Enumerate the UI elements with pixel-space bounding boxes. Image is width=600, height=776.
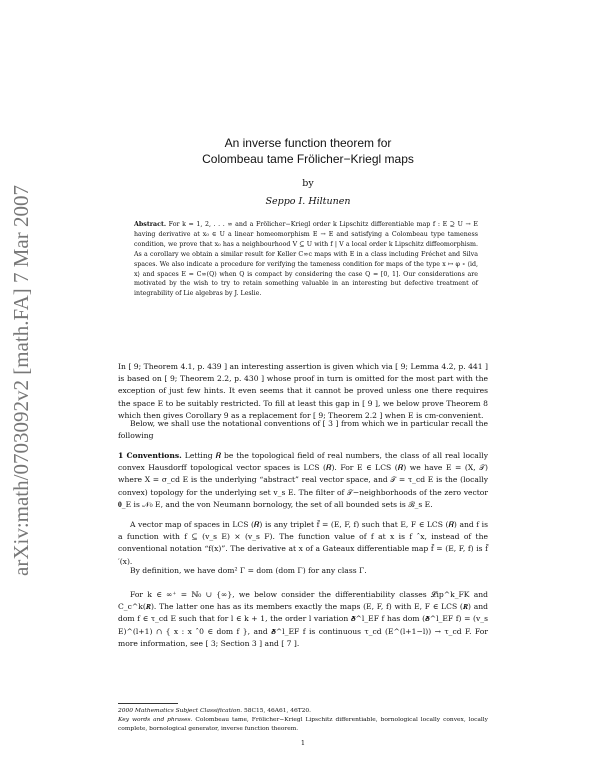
paragraph-conventions-lead-text: Below, we shall use the notational conventions of [ 3 ] from which we in particular recall the following [118,419,488,441]
abstract [134,220,478,299]
paragraph-vector-map-text: A vector map of spaces in LCS (𝑹) is any triplet f̃ = (E, F, f) such that E, F ∈ LCS (𝑹) and f is a function with f ⊆ (v_s E) × (v_s F). The function value of f at x is f ˆx, instead of the conventional notation “f(x)”. The derivative at x of a Gateaux differentiable map f̃ = (E, F, f) is f̃ ′(x). [118,520,488,566]
abstract-label: Abstract. [134,221,167,228]
paragraph-dom-definition-text: By definition, we have dom² Γ = dom (dom Γ) for any class Γ. [130,566,367,575]
footnote-keywords-text: Colombeau tame, Frölicher−Kriegl Lipschitz differentiable, bornological locally convex, locally complete, bornological generator, inverse function theorem. [118,717,488,732]
paragraph-intro-text: In [ 9; Theorem 4.1, p. 439 ] an interesting assertion is given which via [ 9; Lemma 4.2, p. 441 ] is based on [ 9; Theorem 2.2, p. 430 ] whose proof in turn is omitted for the most part with the exception of just few hints. It even seems that it cannot be proved unless one there requires the space E to be suitably restricted. To fill at least this gap in [ 9 ], we below prove Theorem 8 which then gives Corollary 9 as a replacement for [ 9; Theorem 2.2 ] when E is cm-convenient. [118,362,488,420]
abstract-text: For k = 1, 2, . . . ∞ and a Frölicher−Kriegl order k Lipschitz differentiable map f : E ⊇ U → E having derivative at x₀ ∈ U a linear homeomorphism E → E and satisfying a Colombeau type tameness condition, we prove that x₀ has a neighbourhood V ⊆ U with f | V a local order k Lipschitz diffeomorphism. As a corollary we obtain a similar result for Keller C∞c maps with E in a class including Fréchet and Silva spaces. We also indicate a procedure for verifying the tameness condition for maps of the type x ↦ φ ∘ ⟨id, x⟩ and spaces E = C∞(Q) when Q is compact by considering the case Q = [0, 1]. Our considerations are motivated by the wish to try to retain something valuable in an interesting but defective treatment of integrability of Lie algebras by J. Leslie. [134,221,478,298]
footnote-keywords-label: Key words and phrases. [118,717,193,723]
by-line: by [302,178,314,189]
paragraph-conventions-text: Letting 𝑹 be the topological field of real numbers, the class of all real locally convex Hausdorff topological vector spaces is LCS (𝑹). For E ∈ LCS (𝑹) we have E = (X, 𝒯) where X = σ_cd E is the underlying “abstract” real vector space, and 𝒯 = τ_cd E is the (locally convex) topology for the underlying set v_s E. The filter of 𝒯−neighborhoods of the zero vector 𝟎_E is 𝒩₀ E, and the von Neumann bornology, the set of all bounded sets is ℬ_s E. [118,451,488,509]
author-name: Seppo I. Hiltunen [265,196,351,207]
section-heading-conventions: 1 Conventions. [118,451,182,460]
page-number: 1 [300,739,306,747]
paragraph-conventions [118,450,488,511]
title-line-2: Colombeau tame Frölicher−Kriegl maps [202,151,414,166]
footnote-msc-codes: 58C15, 46A61, 46T20. [243,708,311,714]
paragraph-vector-map [118,519,488,568]
footnotes [118,707,488,734]
paragraph-differentiability-text: For k ∈ ∞⁺ = ℕ₀ ∪ {∞}, we below consider the differentiability classes 𝓛ip^k_FK and C_c^k(𝑹). The latter one has as its members exactly the maps (E, F, f) with E, F ∈ LCS (𝑹) and dom f ∈ τ_cd E such that for l ∈ k + 1, the order l variation 𝜹^l_EF f has dom (𝜹^l_EF f) = (v_s E)^(l+1) ∩ { x : x ˆ0 ∈ dom f }, and 𝜹^l_EF f is continuous τ_cd (E^(l+1−l)) → τ_cd F. For more information, see [ 3; Section 3 ] and [ 7 ]. [118,590,488,648]
paragraph-intro [118,361,488,422]
paragraph-dom-definition [118,565,488,577]
arxiv-id: arXiv:math/0703092v2 [math.FA] 7 Mar 2007 [8,184,33,576]
paragraph-conventions-lead [118,418,488,442]
title-line-1: An inverse function theorem for [224,136,392,150]
footnote-rule [118,703,178,704]
arxiv-sidebar-stamp [4,150,38,610]
footnote-msc-label: 2000 Mathematics Subject Classification. [118,708,243,714]
paragraph-differentiability [118,589,488,650]
footnote-msc [118,707,488,716]
paper-title [108,136,508,167]
footnote-keywords [118,716,488,734]
